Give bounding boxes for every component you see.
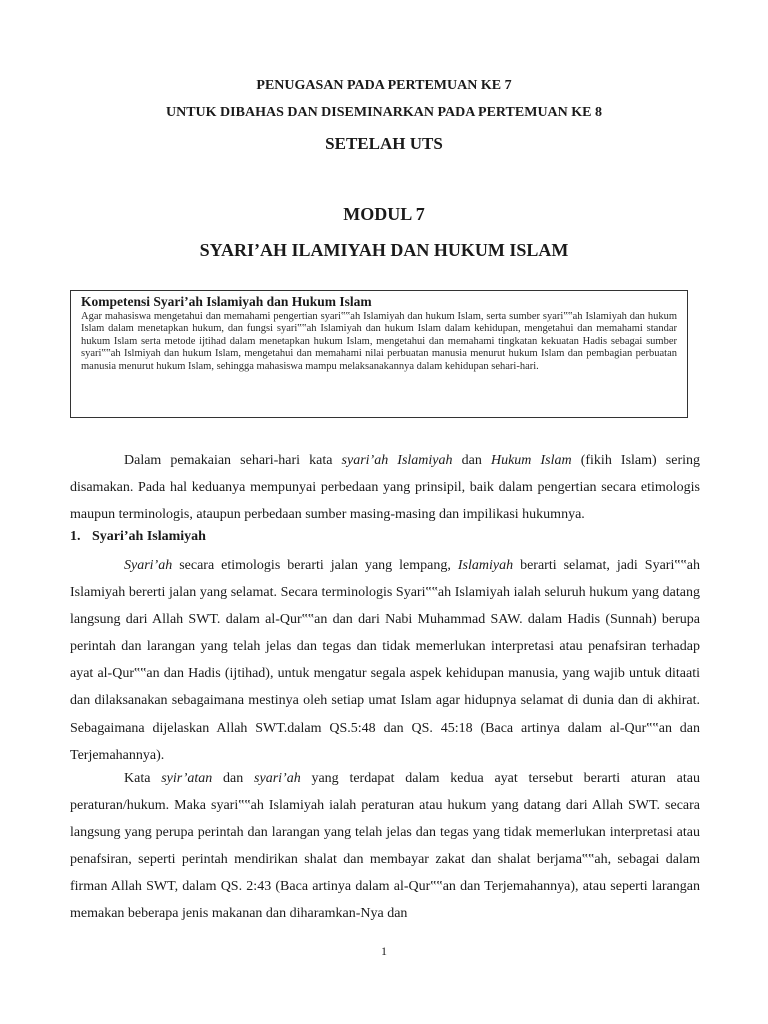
module-title: SYARI’AH ILAMIYAH DAN HUKUM ISLAM: [199, 240, 569, 260]
term-syariah-2: syari’ah: [254, 771, 301, 786]
intro-text-2: dan: [452, 453, 491, 468]
competency-text: Agar mahasiswa mengetahui dan memahami pengertian syari‟‟ah Islamiyah dan hukum Islam, serta sumber syari‟‟ah Islamiyah dan hukum Islam dalam menetapkan hukum, dan fungsi syari‟‟ah Islamiyah dan hukum Islam dalam kehidupan, mengetahui dan memahami standar hukum Islam serta metode ijtihad dalam menetapkan hukum Islam, mengetahui dan memahami tingkatan kekuatan Hadis sebagai sumber syari‟‟ah Islmiyah dan hukum Islam, mengetahui dan memahami nilai perbuatan manusia menurut hukum Islam dan pembagian perbuatan manusia menurut hukum Islam, sehingga mahasiswa mampu melaksanakannya dalam kehidupan sehari-hari.: [81, 311, 677, 372]
assignment-heading-line1: PENUGASAN PADA PERTEMUAN KE 7: [256, 78, 512, 93]
intro-term-hukum-islam: Hukum Islam: [490, 453, 572, 468]
intro-paragraph: [70, 447, 700, 528]
syiratan-paragraph: [70, 765, 700, 928]
para2-text-1: Kata: [124, 771, 162, 786]
term-syiratan: syir’atan: [161, 771, 213, 786]
section-number: 1.: [70, 529, 81, 544]
competency-title: Kompetensi Syari’ah Islamiyah dan Hukum Islam: [81, 294, 372, 309]
section-title: Syari’ah Islamiyah: [92, 529, 206, 544]
para2-text-2: dan: [212, 771, 255, 786]
assignment-heading-line2: UNTUK DIBAHAS DAN DISEMINARKAN PADA PERTEMUAN KE 8: [166, 105, 602, 120]
intro-text-3: (fikih Islam) sering disamakan. Pada hal keduanya mempunyai perbedaan yang prinsipil, baik dalam pengertian secara etimologis maupun terminologis, ataupun perbedaan sumber masing-masing dan impilikasi hukumnya.: [70, 453, 700, 523]
syariah-definition-paragraph: [70, 552, 700, 769]
intro-text-1: Dalam pemakaian sehari-hari kata: [124, 453, 342, 468]
term-islamiyah: Islamiyah: [457, 558, 514, 573]
para1-text-2: berarti selamat, jadi Syari‟‟ah Islamiyah bererti jalan yang selamat. Secara terminologis Syari‟‟ah Islamiyah ialah seluruh hukum yang datang langsung dari Allah SWT. dalam al-Qur‟‟an dan dari Nabi Muhammad SAW. dalam Hadis (Sunnah) berupa perintah dan larangan yang telah jelas dan tegas dan tidak memerlukan interpretasi atau penafsiran terhadap ayat al-Qur‟‟an dan Hadis (ijtihad), untuk mengatur segala aspek kehidupan manusia, yang wajib untuk ditaati dan dilaksanakan sebagaimana mestinya oleh setiap umat Islam agar hidupnya selamat di dunia dan di akhirat. Sebagaimana dijelaskan Allah SWT.dalam QS.5:48 dan QS. 45:18 (Baca artinya dalam al-Qur‟‟an dan Terjemahannya).: [70, 558, 700, 763]
competency-box: [70, 290, 688, 418]
intro-term-syariah-islamiyah: syari’ah Islamiyah: [341, 453, 453, 468]
para2-text-3: yang terdapat dalam kedua ayat tersebut berarti aturan atau peraturan/hukum. Maka syari‟‟ah Islamiyah ialah peraturan atau hukum yang datang dari Allah SWT. secara langsung yang perupa perintah dan larangan yang telah jelas dan tegas yang tidak memerlukan interpretasi atau penafsiran, seperti perintah mendirikan shalat dan membayar zakat dan shalat berjama‟‟ah, sebagai dalam firman Allah SWT, dalam QS. 2:43 (Baca artinya dalam al-Qur‟‟an dan Terjemahannya), atau seperti larangan memakan beberapa jenis makanan dan diharamkan-Nya dan: [70, 771, 700, 922]
page-number: 1: [381, 944, 387, 958]
module-number: MODUL 7: [343, 204, 425, 224]
term-syariah: Syari’ah: [124, 558, 173, 573]
para1-text-1: secara etimologis berarti jalan yang lempang,: [172, 558, 458, 573]
assignment-heading-line3: SETELAH UTS: [325, 134, 443, 153]
section-heading: [70, 529, 206, 545]
